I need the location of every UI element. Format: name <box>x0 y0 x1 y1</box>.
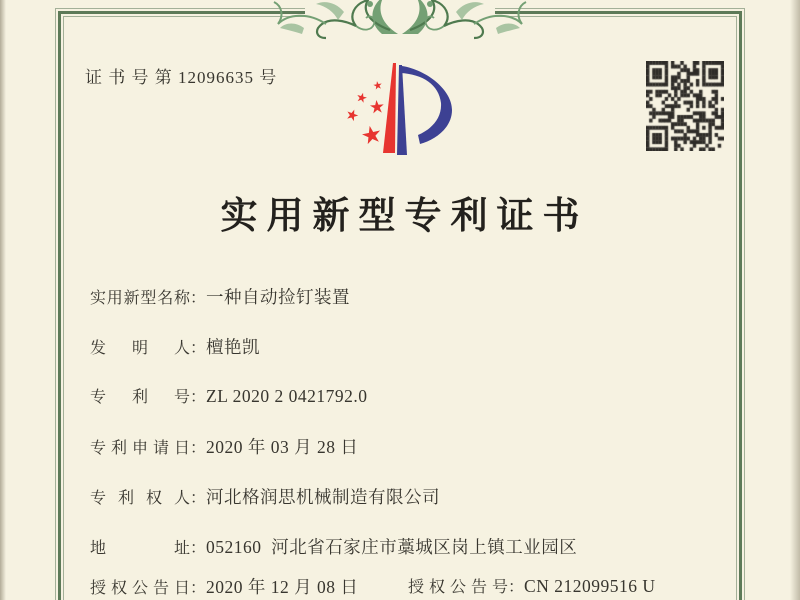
field-value: 檀艳凯 <box>206 337 261 357</box>
scan-edge-shadow-left <box>0 0 6 600</box>
cnipa-patent-logo-icon <box>335 50 465 160</box>
field-label: 发明人 <box>90 340 190 357</box>
field-colon: ： <box>190 290 207 307</box>
qr-code-icon <box>646 61 724 151</box>
field-colon: ： <box>508 579 525 596</box>
field-label: 专利权人 <box>90 490 190 507</box>
field-label: 专利申请日 <box>90 440 190 457</box>
floral-ornament-icon <box>260 0 540 44</box>
field-value: 河北格润思机械制造有限公司 <box>206 487 441 507</box>
field-label: 地址 <box>90 540 190 557</box>
certificate-number: 证 书 号 第 12096635 号 <box>85 68 278 87</box>
field-value: ZL 2020 2 0421792.0 <box>206 386 368 406</box>
field-colon: ： <box>190 440 207 457</box>
scan-edge-shadow-right <box>790 0 800 600</box>
field-colon: ： <box>190 490 207 507</box>
red-star-icon: ★ <box>358 121 385 151</box>
field-row-patent-number <box>90 384 710 434</box>
field-value: 2020 年 03 月 28 日 <box>206 437 359 457</box>
certificate-title: 实用新型专利证书 <box>220 196 589 237</box>
field-value: 2020 年 12 月 08 日 <box>206 577 359 597</box>
field-colon: ： <box>190 389 207 406</box>
field-row-grant-number <box>408 574 655 597</box>
field-value: CN 212099516 U <box>524 576 656 596</box>
red-star-icon: ★ <box>371 79 384 93</box>
red-star-icon: ★ <box>342 106 361 126</box>
field-row-application-date <box>90 434 710 484</box>
field-row-patentee <box>90 484 710 534</box>
field-label: 实用新型名称 <box>90 290 190 307</box>
field-colon: ： <box>190 540 207 557</box>
field-value: 052160 河北省石家庄市藁城区岗上镇工业园区 <box>206 537 578 557</box>
field-value: 一种自动捡钉装置 <box>206 287 351 307</box>
logo-p-mark <box>335 50 465 160</box>
certificate-fields <box>90 284 710 584</box>
field-row-grant-date <box>90 574 358 599</box>
field-colon: ： <box>190 340 207 357</box>
field-colon: ： <box>190 580 207 597</box>
field-row-inventor <box>90 334 710 384</box>
field-label: 授权公告日 <box>90 580 190 597</box>
red-star-icon: ★ <box>354 88 370 107</box>
field-label: 授权公告号 <box>408 579 508 596</box>
field-label: 专利号 <box>90 389 190 406</box>
field-row-utility-model-name <box>90 284 710 334</box>
red-star-icon: ★ <box>368 96 386 118</box>
